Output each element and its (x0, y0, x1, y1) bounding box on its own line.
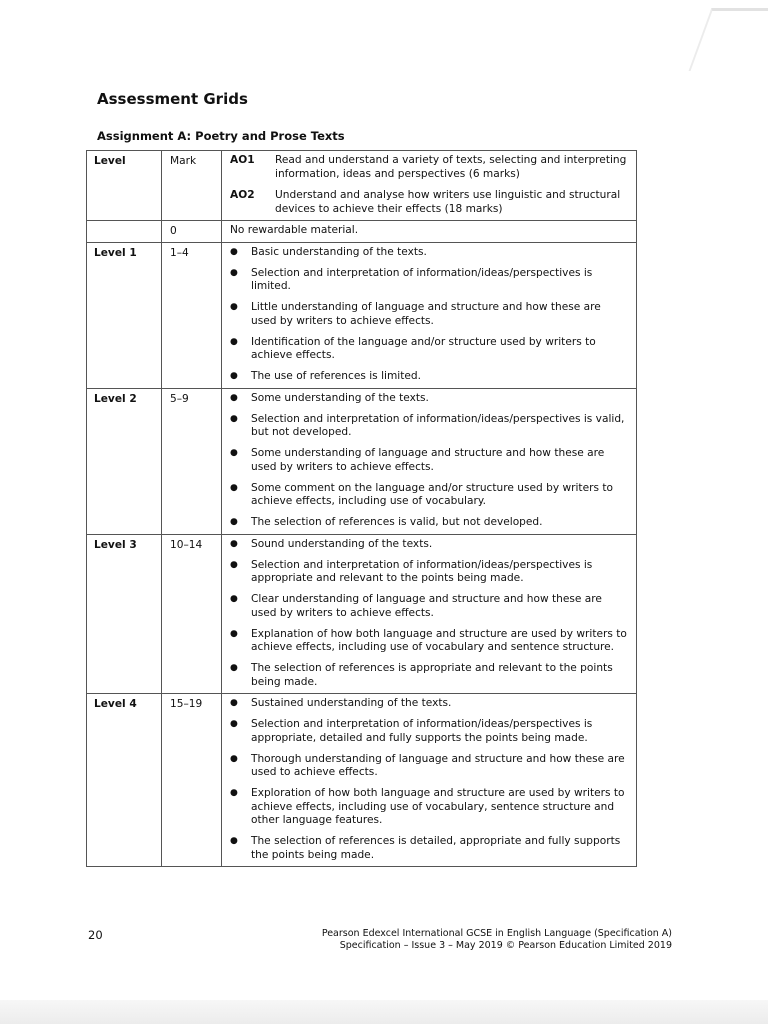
objective-code: AO1 (230, 154, 255, 166)
footer-line: Specification – Issue 3 – May 2019 © Pearson Education Limited 2019 (339, 940, 672, 951)
descriptor-list (230, 392, 628, 530)
list-item (230, 413, 628, 440)
footer-line: Pearson Edexcel International GCSE in English Language (Specification A) (321, 928, 672, 939)
scan-corner-mark (689, 8, 768, 71)
list-item (230, 482, 628, 509)
mark-header: Mark (162, 151, 222, 221)
mark-range-cell: 5–9 (162, 388, 222, 534)
bullet-icon: ● (230, 448, 238, 458)
level-cell: Level 3 (87, 534, 162, 694)
list-item (230, 662, 628, 689)
list-item (230, 336, 628, 363)
list-item (230, 370, 628, 384)
bullet-icon: ● (230, 719, 238, 729)
descriptor-text: The selection of references is detailed, appropriate and fully supports the points being made. (251, 835, 621, 861)
descriptor-cell (222, 694, 637, 867)
zero-mark-row (87, 221, 637, 243)
bullet-icon: ● (230, 788, 238, 798)
table-row (87, 388, 637, 534)
descriptor-text: Selection and interpretation of information/ideas/perspectives is valid, but not developed. (251, 412, 625, 438)
zero-level-cell (87, 221, 162, 243)
list-item (230, 593, 628, 620)
bullet-icon: ● (230, 628, 238, 639)
level-cell: Level 1 (87, 242, 162, 388)
list-item (230, 392, 628, 406)
descriptor-text: Little understanding of language and structure and how these are used by writers to achieve effects. (251, 301, 601, 327)
list-item (230, 628, 628, 655)
descriptor-text: The selection of references is valid, but not developed. (251, 516, 543, 528)
table-row (87, 694, 637, 867)
bullet-icon: ● (230, 559, 238, 570)
bullet-icon: ● (230, 663, 238, 673)
list-item (230, 835, 628, 862)
descriptor-text: The use of references is limited. (251, 370, 421, 382)
objectives-cell (222, 151, 637, 221)
objective-row (230, 154, 628, 181)
descriptor-cell (222, 534, 637, 694)
list-item (230, 267, 628, 294)
list-item (230, 697, 628, 711)
footer-citation (322, 928, 672, 952)
page-heading: Assessment Grids (97, 90, 248, 108)
bullet-icon: ● (230, 392, 238, 403)
bullet-icon: ● (230, 594, 238, 604)
bullet-icon: ● (230, 836, 238, 846)
level-cell: Level 4 (87, 694, 162, 867)
objective-row (230, 189, 628, 216)
descriptor-text: Selection and interpretation of information/ideas/perspectives is limited. (251, 266, 593, 292)
bullet-icon: ● (230, 371, 238, 381)
bullet-icon: ● (230, 753, 238, 764)
descriptor-list (230, 538, 628, 690)
descriptor-list (230, 697, 628, 862)
descriptor-text: Identification of the language and/or structure used by writers to achieve effects. (251, 335, 596, 361)
descriptor-cell (222, 242, 637, 388)
descriptor-text: Selection and interpretation of information/ideas/perspectives is appropriate, detailed and fully supports the points being made. (251, 718, 593, 744)
bullet-icon: ● (230, 517, 238, 527)
zero-description: No rewardable material. (222, 221, 637, 243)
list-item (230, 753, 628, 780)
descriptor-text: Sustained understanding of the texts. (251, 697, 452, 709)
descriptor-text: Clear understanding of language and structure and how these are used by writers to achieve effects. (251, 593, 602, 619)
objective-code: AO2 (230, 189, 255, 201)
bullet-icon: ● (230, 482, 238, 493)
level-cell: Level 2 (87, 388, 162, 534)
descriptor-text: Basic understanding of the texts. (251, 245, 427, 258)
descriptor-list (230, 246, 628, 384)
descriptor-text: Thorough understanding of language and structure and how these are used to achieve effects. (251, 752, 625, 778)
list-item (230, 559, 628, 586)
list-item (230, 718, 628, 745)
list-item (230, 787, 628, 828)
level-header: Level (87, 151, 162, 221)
objective-text: Read and understand a variety of texts, selecting and interpreting information, ideas and perspectives (6 marks) (275, 154, 627, 180)
page-edge (0, 1000, 768, 1024)
page-number: 20 (88, 928, 103, 942)
bullet-icon: ● (230, 698, 238, 708)
descriptor-text: Some comment on the language and/or structure used by writers to achieve effects, including use of vocabulary. (251, 481, 613, 507)
assessment-grid-table (86, 150, 637, 867)
bullet-icon: ● (230, 413, 238, 424)
bullet-icon: ● (230, 267, 238, 278)
mark-range-cell: 15–19 (162, 694, 222, 867)
list-item (230, 246, 628, 260)
list-item (230, 301, 628, 328)
descriptor-text: Sound understanding of the texts. (251, 537, 433, 550)
bullet-icon: ● (230, 538, 238, 549)
bullet-icon: ● (230, 246, 238, 257)
zero-mark-cell: 0 (162, 221, 222, 243)
objective-text: Understand and analyse how writers use linguistic and structural devices to achieve their effects (18 marks) (275, 189, 621, 215)
bullet-icon: ● (230, 336, 238, 347)
list-item (230, 538, 628, 552)
descriptor-text: Selection and interpretation of information/ideas/perspectives is appropriate and relevant to the points being made. (251, 558, 593, 584)
bullet-icon: ● (230, 302, 238, 312)
table-row (87, 242, 637, 388)
header-row (87, 151, 637, 221)
descriptor-text: Some understanding of the texts. (251, 391, 429, 404)
descriptor-text: The selection of references is appropriate and relevant to the points being made. (251, 662, 613, 688)
descriptor-text: Some understanding of language and structure and how these are used by writers to achieve effects. (251, 447, 605, 473)
list-item (230, 447, 628, 474)
mark-range-cell: 1–4 (162, 242, 222, 388)
descriptor-cell (222, 388, 637, 534)
list-item (230, 516, 628, 530)
mark-range-cell: 10–14 (162, 534, 222, 694)
assignment-title: Assignment A: Poetry and Prose Texts (97, 129, 345, 143)
descriptor-text: Exploration of how both language and structure are used by writers to achieve effects, including use of vocabulary, sentence structure and other language features. (251, 787, 625, 826)
table-row (87, 534, 637, 694)
descriptor-text: Explanation of how both language and structure are used by writers to achieve effects, including use of vocabulary and sentence structure. (251, 627, 627, 653)
